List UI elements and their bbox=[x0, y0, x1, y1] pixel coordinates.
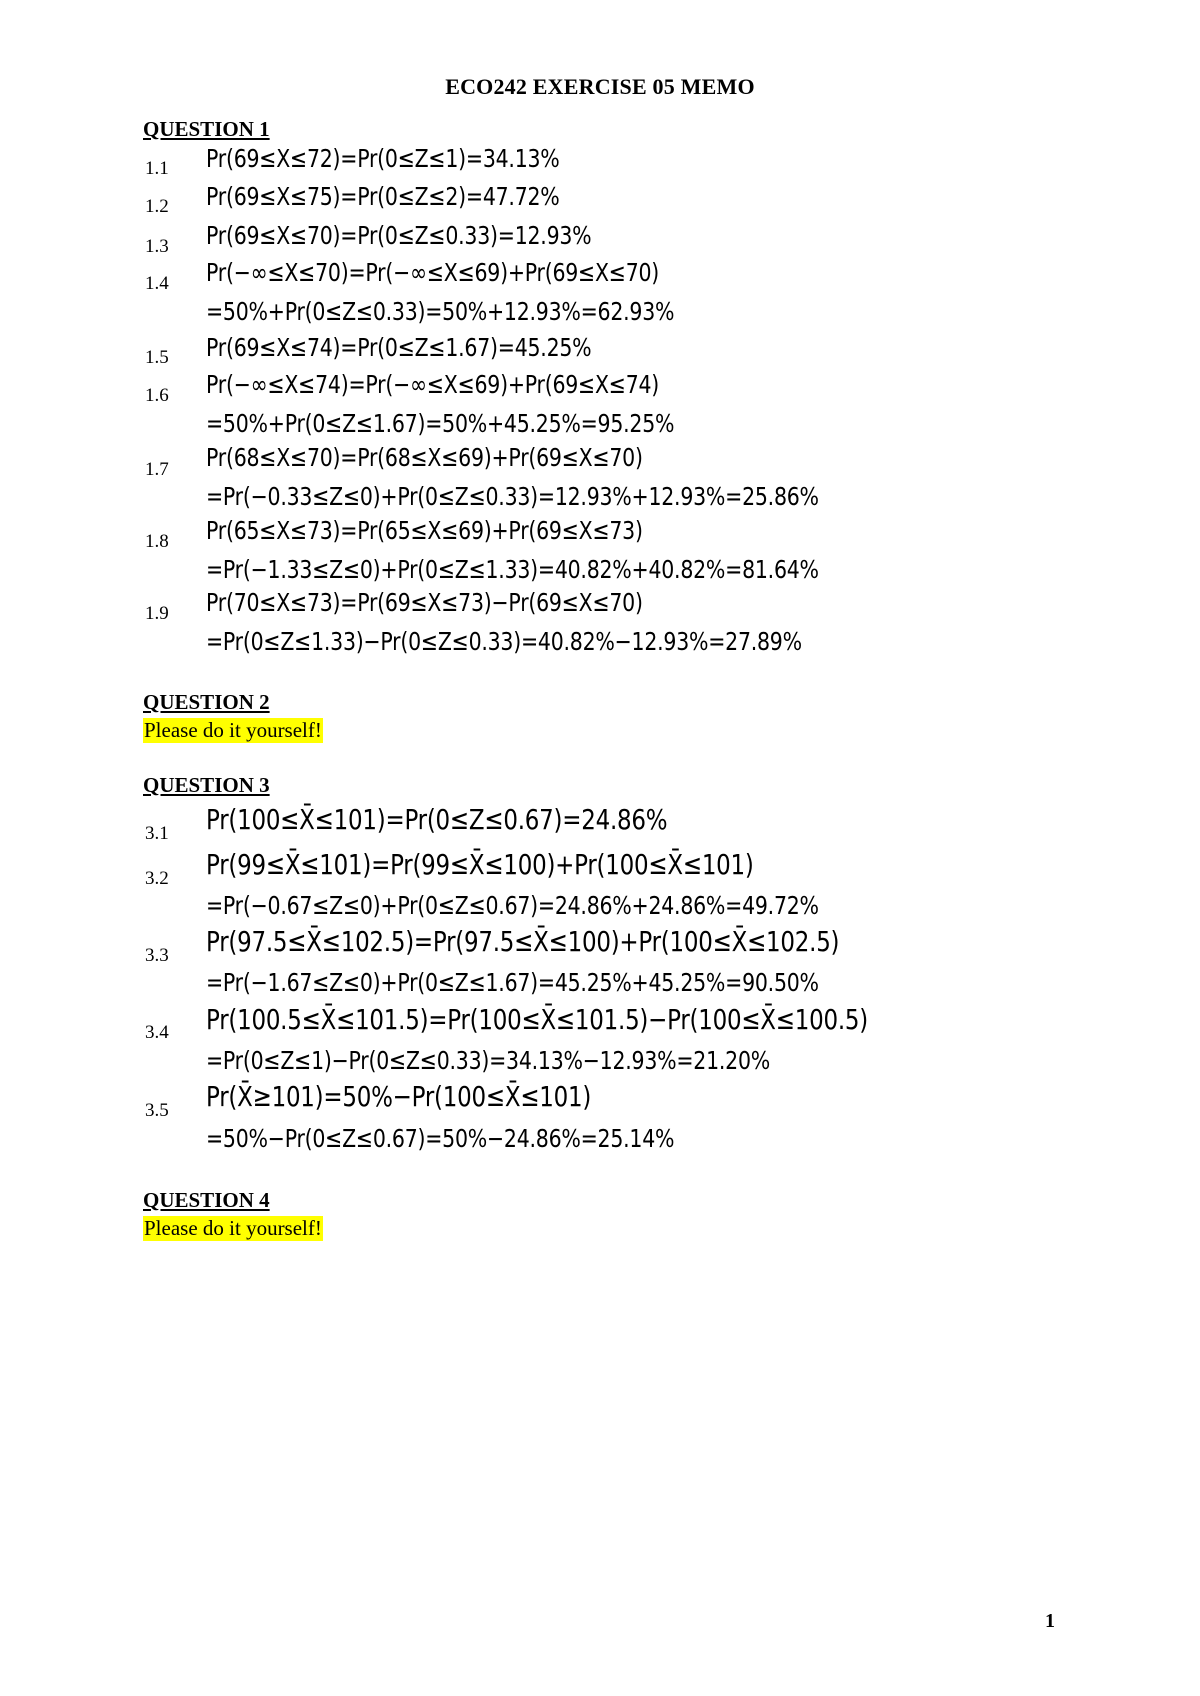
equation-line: Pr(−∞≤X≤70)=Pr(−∞≤X≤69)+Pr(69≤X≤70) bbox=[206, 258, 660, 287]
item-number: 1.8 bbox=[145, 531, 169, 552]
item-number: 1.1 bbox=[145, 158, 169, 179]
equation-line: =Pr(−1.67≤Z≤0)+Pr(0≤Z≤1.67)=45.25%+45.25%=90.50% bbox=[206, 968, 819, 997]
item-number: 3.4 bbox=[145, 1022, 169, 1043]
item-number: 3.1 bbox=[145, 823, 169, 844]
equation-line: Pr(69≤X≤74)=Pr(0≤Z≤1.67)=45.25% bbox=[206, 333, 592, 362]
item-number: 1.6 bbox=[145, 385, 169, 406]
equation-line: Pr(99≤X̄≤101)=Pr(99≤X̄≤100)+Pr(100≤X̄≤101) bbox=[206, 848, 754, 881]
item-number: 3.2 bbox=[145, 868, 169, 889]
item-number: 1.3 bbox=[145, 236, 169, 257]
question-2-heading: QUESTION 2 bbox=[143, 690, 270, 714]
page-number: 1 bbox=[1045, 1610, 1055, 1632]
document-title: ECO242 EXERCISE 05 MEMO bbox=[445, 74, 755, 99]
equation-line: Pr(69≤X≤72)=Pr(0≤Z≤1)=34.13% bbox=[206, 144, 560, 173]
equation-line: Pr(97.5≤X̄≤102.5)=Pr(97.5≤X̄≤100)+Pr(100≤X̄≤102.5) bbox=[206, 925, 840, 958]
equation-line: Pr(70≤X≤73)=Pr(69≤X≤73)−Pr(69≤X≤70) bbox=[206, 588, 643, 617]
item-number: 1.9 bbox=[145, 603, 169, 624]
equation-line: =Pr(0≤Z≤1.33)−Pr(0≤Z≤0.33)=40.82%−12.93%=27.89% bbox=[206, 627, 802, 656]
equation-line: Pr(65≤X≤73)=Pr(65≤X≤69)+Pr(69≤X≤73) bbox=[206, 516, 643, 545]
equation-line: =50%+Pr(0≤Z≤1.67)=50%+45.25%=95.25% bbox=[206, 409, 675, 438]
equation-line: Pr(100≤X̄≤101)=Pr(0≤Z≤0.67)=24.86% bbox=[206, 803, 668, 836]
item-number: 1.4 bbox=[145, 273, 169, 294]
equation-line: =Pr(−0.67≤Z≤0)+Pr(0≤Z≤0.67)=24.86%+24.86%=49.72% bbox=[206, 891, 819, 920]
equation-line: Pr(X̄≥101)=50%−Pr(100≤X̄≤101) bbox=[206, 1080, 592, 1113]
question-2-note: Please do it yourself! bbox=[144, 718, 322, 742]
question-3-heading: QUESTION 3 bbox=[143, 773, 270, 797]
question-1-heading: QUESTION 1 bbox=[143, 117, 270, 141]
equation-line: Pr(−∞≤X≤74)=Pr(−∞≤X≤69)+Pr(69≤X≤74) bbox=[206, 370, 660, 399]
equation-line: =Pr(−0.33≤Z≤0)+Pr(0≤Z≤0.33)=12.93%+12.93%=25.86% bbox=[206, 482, 819, 511]
item-number: 1.7 bbox=[145, 459, 169, 480]
equation-line: Pr(68≤X≤70)=Pr(68≤X≤69)+Pr(69≤X≤70) bbox=[206, 443, 643, 472]
equation-line: =50%+Pr(0≤Z≤0.33)=50%+12.93%=62.93% bbox=[206, 297, 675, 326]
question-4-note: Please do it yourself! bbox=[144, 1216, 322, 1240]
item-number: 1.5 bbox=[145, 347, 169, 368]
question-4-heading: QUESTION 4 bbox=[143, 1188, 270, 1212]
equation-line: Pr(100.5≤X̄≤101.5)=Pr(100≤X̄≤101.5)−Pr(100≤X̄≤100.5) bbox=[206, 1003, 868, 1036]
equation-line: =Pr(0≤Z≤1)−Pr(0≤Z≤0.33)=34.13%−12.93%=21.20% bbox=[206, 1046, 770, 1075]
item-number: 3.3 bbox=[145, 945, 169, 966]
equation-line: Pr(69≤X≤75)=Pr(0≤Z≤2)=47.72% bbox=[206, 182, 560, 211]
equation-line: =50%−Pr(0≤Z≤0.67)=50%−24.86%=25.14% bbox=[206, 1124, 675, 1153]
equation-line: =Pr(−1.33≤Z≤0)+Pr(0≤Z≤1.33)=40.82%+40.82%=81.64% bbox=[206, 555, 819, 584]
item-number: 1.2 bbox=[145, 196, 169, 217]
equation-line: Pr(69≤X≤70)=Pr(0≤Z≤0.33)=12.93% bbox=[206, 221, 592, 250]
item-number: 3.5 bbox=[145, 1100, 169, 1121]
